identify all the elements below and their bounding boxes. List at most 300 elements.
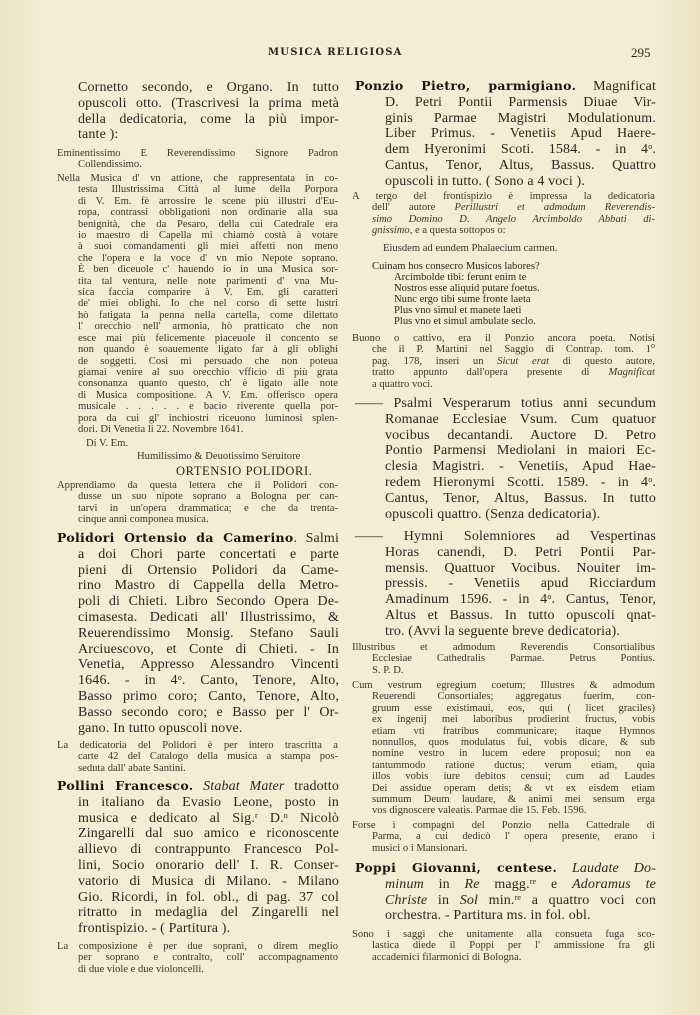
text-line: [352, 820, 655, 831]
text-line: [78, 503, 338, 514]
text-segment: gruum esse existimaui, eos, qui ( licet graciles): [372, 702, 655, 714]
text-segment: gano. In tutto opuscoli nove.: [78, 720, 243, 736]
text-line: [78, 563, 339, 579]
text-segment: ginis Parmae Magistri Modulationum.: [385, 110, 656, 126]
text-segment: allievo di contrappunto Francesco Pol-: [78, 842, 339, 858]
text-line: [355, 529, 656, 545]
text-line: [385, 111, 656, 127]
text-segment: a doi Chori parte concertati e parte: [78, 546, 339, 562]
text-line: [355, 860, 656, 877]
text-segment: Nunc ergo tibi sume fronte laeta: [394, 294, 531, 305]
italic-title: simo Domino D. Angelo Arcimboldo Abbati di-: [372, 213, 655, 225]
text-segment: Nicolò: [287, 810, 340, 826]
italic-title: Perillustri et admodum Reverendis-: [454, 202, 655, 214]
text-line: [385, 142, 656, 158]
text-line: [78, 112, 339, 128]
text-line: [78, 264, 338, 275]
text-line: [372, 737, 655, 748]
text-line: [394, 283, 540, 294]
text-segment: Horas canendi, D. Petri Pontii Par-: [385, 544, 656, 560]
text-segment: e: [536, 876, 573, 892]
text-line: [78, 367, 338, 378]
text-segment: Reuerendissimo Monsig. Stefano Sauli: [78, 625, 339, 641]
text-line: [372, 940, 655, 951]
text-line: [78, 344, 338, 355]
text-segment: min.: [478, 892, 515, 908]
text-line: [355, 78, 656, 95]
text-segment: Buono o cattivo, era il Ponzio ancora poeta. Notisi: [352, 333, 655, 344]
text-line: [394, 272, 540, 283]
text-line: [385, 95, 656, 111]
text-line: [372, 691, 655, 702]
text-segment: ex ingenij mei laboribus prodierint fructus, vobis: [372, 714, 655, 726]
text-segment: pressis. - Venetiis apud Ricciardum: [385, 576, 656, 592]
text-segment: di questo autore,: [549, 355, 655, 367]
entry-polidori: [57, 530, 339, 736]
text-line: [372, 805, 655, 816]
text-line: [78, 514, 338, 525]
text-line: [78, 921, 339, 937]
text-segment: pora da cui gl' inchiostri riceuono luminosi splen-: [78, 412, 338, 424]
text-segment: musicale . . . . . e bacio riverente quella por-: [78, 401, 338, 413]
text-line: [78, 184, 338, 195]
text-segment: Eminentissimo E Reverendissimo Signore Padron: [57, 148, 338, 159]
entry-continuation: [78, 80, 339, 143]
text-line: [78, 378, 338, 389]
entry-heading: Pollini Francesco.: [57, 778, 194, 793]
entry-heading: Polidori Ortensio da Camerino: [57, 530, 294, 545]
text-line: [57, 941, 338, 952]
dedication-heading: [352, 642, 655, 676]
text-segment: Plus vno et simul ambulate seclo.: [394, 316, 536, 327]
text-line: [372, 379, 655, 390]
text-line: [137, 451, 300, 462]
text-line: [352, 333, 655, 344]
superscript: re: [514, 892, 522, 902]
letter-signature: [176, 464, 312, 478]
text-segment: Venetia, Appresso Alessandro Vincenti: [78, 657, 339, 673]
text-segment: La composizione è per due soprani, o direm meglio: [57, 941, 338, 952]
text-segment: A tergo del frontispizio è impressa la dedicatoria: [352, 191, 655, 202]
italic-title: Christe: [385, 892, 428, 908]
text-line: [385, 545, 656, 561]
superscript: re: [529, 876, 537, 886]
text-segment: cimasesta. Dedicati all' Illustrissimo, &: [78, 609, 339, 625]
text-line: [78, 491, 338, 502]
text-segment: de soggetti. Così mi persuado che non poteua: [78, 355, 338, 367]
text-segment: di V. Em. fè arrossire le scene più illustri d'Eu-: [78, 195, 338, 207]
text-line: [372, 794, 655, 805]
text-segment: per soprano e contralto, coll' accompagnamento: [78, 952, 338, 964]
text-line: [78, 578, 339, 594]
text-line: [385, 491, 656, 507]
text-segment: Amadinum 1596. - in 4: [385, 592, 548, 608]
note-forse: [352, 820, 655, 854]
entry-pollini: [57, 778, 340, 937]
text-segment: Basso primo coro; Canto, Tenore, Alto,: [78, 688, 339, 704]
text-line: [372, 714, 655, 725]
text-line: [78, 413, 338, 424]
text-line: [78, 610, 339, 626]
text-segment: Di V. Em.: [86, 438, 128, 449]
text-line: [78, 858, 339, 874]
text-line: [78, 673, 339, 689]
text-line: [385, 608, 656, 624]
superscript: o: [648, 474, 653, 484]
superscript: r: [254, 810, 258, 820]
text-line: [385, 459, 656, 475]
text-segment: tratto appunto dall'opera presente di: [372, 367, 609, 379]
text-segment: magg.: [479, 876, 530, 892]
text-segment: de' miei oblighi. Io che nel corso di sette lustri: [78, 298, 338, 310]
text-line: [78, 80, 339, 96]
text-line: [78, 952, 338, 963]
text-segment: redem Hieronymi Scotti. 1589. - in 4: [385, 474, 649, 490]
text-line: [372, 703, 655, 714]
note-polidori: [57, 480, 338, 526]
text-segment: esce mai più felicemente piaceuole il concento se: [78, 332, 338, 344]
text-line: [86, 438, 128, 449]
text-segment: Liber Primus. - Venetiis Apud Haere-: [385, 126, 656, 142]
text-line: [176, 464, 312, 478]
text-line: [352, 929, 655, 940]
text-segment: Humilissimo & Deuotissimo Seruitore: [137, 451, 301, 462]
superscript: o: [648, 142, 653, 152]
text-segment: È ben diceuole c' hauendo io in una Musica sor-: [78, 264, 338, 276]
text-segment: carte 42 del Catalogo della musica a stampa pos-: [78, 751, 338, 763]
text-segment: . Cantus, Tenor,: [551, 592, 656, 608]
entry-poppi: [355, 860, 656, 924]
text-line: [385, 877, 656, 893]
text-line: [78, 689, 339, 705]
text-line: [372, 952, 655, 963]
text-segment: Sono i saggi che unitamente alla consueta fuga sco-: [352, 929, 655, 940]
text-line: [372, 726, 655, 737]
text-segment: opuscoli otto. (Trascrivesi la prima metà: [78, 95, 339, 111]
text-segment: a quattro voci con: [521, 892, 656, 908]
text-segment: sica faccia comparire à V. Em. gli caratteri: [78, 287, 338, 299]
text-line: [385, 908, 656, 924]
text-line: [78, 159, 338, 170]
text-line: [78, 401, 338, 412]
text-segment: Dei assidue operam detis; & vt ex eisdem etiam: [372, 782, 655, 794]
text-segment: musica e dedicato al Sig.: [78, 810, 255, 826]
italic-title: Stabat Mater: [203, 779, 285, 794]
text-segment: opuscoli quattro. (Senza dedicatoria).: [385, 506, 601, 522]
text-line: [78, 905, 339, 921]
text-segment: giamai venire al suo orecchio vfficio di più grata: [78, 366, 338, 378]
text-line: [78, 763, 338, 774]
text-line: [57, 778, 339, 795]
text-line: [57, 173, 338, 184]
text-line: [78, 196, 338, 207]
text-segment: in: [423, 876, 465, 892]
text-segment: benignità, che da Pesaro, della cui Catedrale era: [78, 218, 338, 230]
text-segment: tante ):: [78, 127, 119, 143]
italic-title: Laudate Do-: [571, 861, 656, 876]
letter-body: [57, 173, 338, 435]
superscript: o: [547, 592, 552, 602]
text-line: [385, 126, 656, 142]
text-segment: D. Petri Pontii Parmensis Diuae Vir-: [385, 94, 656, 110]
text-line: [78, 96, 339, 112]
text-line: [78, 811, 339, 827]
text-line: [57, 740, 338, 751]
text-segment: vos dignoscere valeatis. Parmae die 15. Feb. 1596.: [372, 805, 587, 817]
note-dedicatoria: [57, 740, 338, 774]
text-segment: . Canto, Tenore, Alto,: [181, 673, 339, 689]
text-segment: io maestro di Capella mi chiamò costà à votare: [78, 230, 338, 242]
text-segment: Parma, a cui dedicò l' opera presente, erano i: [372, 831, 655, 843]
text-segment: La dedicatoria del Polidori è per intero trascritta a: [57, 740, 338, 751]
text-segment: .: [652, 142, 656, 158]
note-buono: [352, 333, 655, 390]
text-segment: ropa, contrassi obbligationi non ordinarie alla sua: [78, 207, 338, 219]
text-line: [78, 333, 338, 344]
superscript: o: [177, 673, 182, 683]
text-segment: summum Deum laudare, & animi mei sensum erga: [372, 794, 655, 806]
text-segment: dusse un suo nipote soprano a Bologna per can-: [78, 491, 338, 503]
text-segment: [193, 779, 203, 794]
text-segment: l' orecchio nell' armonia, hò pratticato che non: [78, 321, 338, 333]
text-segment: Arcimbolde tibi: ferunt enim te: [394, 272, 527, 283]
text-line: [372, 831, 655, 842]
text-segment: lastica diede il Poppi per l' ammissione fra gli: [372, 940, 655, 952]
text-segment: Arciuescovo, et Conte di Chieti. - In: [78, 641, 339, 657]
italic-title: Adoramus te: [572, 876, 656, 892]
text-segment: poli di Chieti. Libro Secondo Opera De-: [78, 594, 339, 610]
text-segment: Ecclesiae Cathedralis Parmae. Petrus Pontius.: [372, 653, 655, 665]
text-line: [372, 214, 655, 225]
text-segment: in: [427, 892, 460, 908]
text-line: [372, 843, 655, 854]
text-line: [372, 356, 655, 367]
text-segment: Apprendiamo da questa lettera che il Polidori con-: [57, 480, 338, 491]
italic-title: Magnificat: [608, 367, 655, 379]
text-segment: hò fatigata la penna nella cartella, come dilettato: [78, 309, 338, 321]
text-line: [78, 287, 338, 298]
text-segment: seduta dall' abate Santini.: [78, 762, 186, 774]
text-segment: Cuinam hos consecro Musicos labores?: [372, 261, 540, 272]
poem: [372, 261, 540, 327]
text-line: [78, 390, 338, 401]
text-segment: Forse i compagni del Ponzio nella Cattedrale di: [352, 820, 655, 831]
text-segment: accademici filarmonici di Bologna.: [372, 951, 522, 963]
text-line: [355, 396, 656, 412]
text-line: [78, 253, 338, 264]
text-segment: Eiusdem ad eundem Phalaecium carmen.: [383, 243, 558, 254]
text-line: [385, 158, 656, 174]
text-segment: Reuerendi Consortiales; aggregatus fuerim, con-: [372, 691, 655, 703]
text-segment: Zingarelli dal suo amico e riconoscente: [78, 826, 339, 842]
text-line: [372, 202, 655, 213]
text-segment: ORTENSIO POLIDORI.: [176, 464, 313, 478]
entry-heading: Poppi Giovanni, centese.: [355, 860, 558, 875]
text-segment: testa Illustrissima Città al lume della Porpora: [78, 184, 338, 196]
entry-psalmi: [355, 396, 656, 522]
text-segment: tita tal ventura, nelle note parimenti d' vna Mu-: [78, 275, 338, 287]
text-segment: Nella Musica d' vn attione, che rappresentata in co-: [57, 173, 338, 184]
text-segment: tantummodo ratione ductus; verum etiam, quia: [372, 759, 655, 771]
text-segment: dem Hyeronimi Scoti. 1584. - in 4: [385, 142, 649, 158]
running-header-title: MUSICA RELIGIOSA: [268, 47, 403, 58]
text-line: [385, 893, 656, 909]
text-segment: Cantus, Tenor, Altus, Bassus. Quattro: [385, 157, 656, 173]
note-tergo: [352, 191, 655, 237]
text-segment: 1646. - in 4: [78, 673, 178, 689]
text-line: [78, 721, 339, 737]
text-segment: Collendissimo.: [78, 159, 142, 171]
text-line: [78, 842, 339, 858]
note-poppi: [352, 929, 655, 963]
letter-salutation: [57, 148, 338, 171]
text-segment: della dedicatoria, come la più impor-: [78, 111, 339, 127]
italic-title: minum: [385, 876, 424, 892]
text-line: [57, 480, 338, 491]
text-segment: Cornetto secondo, e Organo. In tutto: [78, 80, 339, 95]
text-segment: consonanza quanto questo, ch' è ligato alle note: [78, 378, 338, 390]
text-line: [385, 174, 656, 190]
text-segment: che l'opera e la voce d' vn mio Nepote soprano.: [78, 252, 338, 264]
italic-title: Sicut erat: [497, 355, 550, 367]
text-line: [78, 890, 339, 906]
text-line: [78, 594, 339, 610]
text-segment: illos vobis iure debitos censui; cum ad Laudes: [372, 771, 655, 783]
text-segment: tradotto: [284, 779, 339, 794]
superscript: n: [283, 810, 288, 820]
text-line: [78, 321, 338, 332]
text-line: [385, 443, 656, 459]
text-segment: dori. Di Venetia li 22. Novembre 1641.: [78, 423, 244, 435]
text-segment: , e a questa sottopos o:: [409, 225, 506, 237]
text-segment: .: [652, 474, 656, 490]
text-line: [78, 964, 338, 975]
text-segment: Nostros esse aliquid putare foetus.: [394, 283, 540, 294]
text-segment: [557, 861, 572, 876]
text-line: [372, 760, 655, 771]
text-segment: Cum vestrum egregium coetum; Illustres & admodum: [352, 680, 655, 691]
text-segment: Cantus, Tenor, Altus, Bassus. In tutto: [385, 490, 656, 506]
text-segment: lini, Socio onorario dell' I. R. Conser-: [78, 857, 339, 873]
text-segment: mensis. Quattuor Vocibus. Nouiter im-: [385, 560, 656, 576]
italic-title: Re: [464, 876, 480, 892]
text-line: [78, 207, 338, 218]
text-line: [78, 657, 339, 673]
text-segment: frontispizio. - ( Partitura ).: [78, 921, 231, 937]
text-segment: ritratto in medaglia del Zingarelli nel: [78, 905, 339, 921]
text-line: [352, 680, 655, 691]
text-line: [78, 826, 339, 842]
text-segment: S. P. D.: [372, 664, 404, 676]
text-line: [57, 530, 339, 547]
text-segment: nomine vestro in lucem edere proposui; non ea: [372, 748, 655, 760]
text-segment: —— Hymni Solemniores ad Vespertinas: [355, 529, 656, 544]
text-line: [385, 475, 656, 491]
text-line: [394, 305, 540, 316]
text-line: [78, 626, 339, 642]
text-line: [78, 298, 338, 309]
text-segment: à suoi comandamenti gli miei affetti non meno: [78, 241, 338, 253]
text-segment: dell' autore: [372, 202, 455, 214]
text-line: [78, 241, 338, 252]
text-segment: non quando è soauemente ligato far à gli oblighi: [78, 344, 338, 356]
text-line: [78, 642, 339, 658]
text-segment: orchestra. - Partitura ms. in fol. obl.: [385, 908, 591, 924]
text-segment: vocibus decantandi. Auctore D. Petro: [385, 427, 656, 443]
page-number: 295: [631, 45, 651, 60]
text-segment: —— Psalmi Vesperarum totius anni secundum: [355, 396, 656, 411]
text-line: [78, 795, 339, 811]
text-line: [78, 424, 338, 435]
text-line: [383, 243, 557, 254]
entry-hymni: [355, 529, 656, 640]
text-line: [57, 148, 338, 159]
text-segment: nonnullos, quos modulatus fui, vobis dicare, & sub: [372, 737, 655, 749]
text-segment: in italiano da Evasio Leone, posto in: [78, 794, 339, 810]
text-segment: Illustribus et admodum Reverendis Consortialibus: [352, 642, 655, 653]
text-segment: di due viole e due violoncelli.: [78, 963, 204, 975]
text-segment: Magnificat: [576, 79, 657, 94]
entry-ponzio: [355, 78, 657, 190]
text-line: [372, 665, 655, 676]
text-line: [372, 341, 655, 356]
text-line: [78, 219, 338, 230]
text-line: [372, 771, 655, 782]
text-segment: rino Mastro di Cappella della Metro-: [78, 578, 339, 594]
italic-title: Sol: [459, 892, 479, 908]
text-segment: D.: [257, 810, 284, 826]
text-segment: di Musica compositione. A V. Em. offerisco opera: [78, 389, 338, 401]
text-segment: cinque anni componea musica.: [78, 514, 209, 526]
text-line: [78, 874, 339, 890]
text-segment: Pontio Parmensi Mediolani in maiori Ec-: [385, 443, 656, 459]
note-composizione: [57, 941, 338, 975]
text-line: [78, 356, 338, 367]
text-segment: Romanae Ecclesiae Vsum. Cum quatuor: [385, 411, 656, 427]
text-segment: etiam vti fratribus communicare; itaque Hymnos: [372, 725, 655, 737]
text-line: [78, 547, 339, 563]
text-segment: Basso secondo coro; e Basso per l' Or-: [78, 704, 339, 720]
text-line: [385, 561, 656, 577]
italic-title: gnissimo: [372, 225, 410, 237]
text-segment: clesia Magistri. - Venetiis, Apud Hae-: [385, 459, 656, 475]
poem-title: [383, 243, 557, 254]
letter-servant-line: [137, 451, 300, 462]
text-line: [385, 428, 656, 444]
text-segment: pag. 178, inserì un: [372, 355, 498, 367]
text-line: [352, 642, 655, 653]
text-line: [372, 653, 655, 664]
entry-heading: Ponzio Pietro, parmigiano.: [355, 78, 577, 93]
text-line: [78, 310, 338, 321]
text-segment: musici o i Mansionari.: [372, 842, 468, 854]
text-segment: a quattro voci.: [372, 378, 433, 390]
text-segment: . Salmi: [293, 531, 339, 546]
superscript: o: [651, 341, 655, 351]
text-line: [385, 592, 656, 608]
text-line: [385, 624, 656, 640]
text-line: [394, 316, 540, 327]
text-line: [394, 294, 540, 305]
text-line: [78, 276, 338, 287]
text-segment: tro. (Avvi la seguente breve dedicatoria).: [385, 623, 620, 639]
text-segment: tarvi in un'opera drammatica; e che da trenta-: [78, 502, 338, 514]
text-line: [352, 191, 655, 202]
text-segment: Plus vno simul et manete laeti: [394, 305, 522, 316]
text-segment: Gio. Ricordi, in fol. obl., di pag. 37 col: [78, 889, 339, 905]
text-line: [78, 705, 339, 721]
text-line: [372, 783, 655, 794]
